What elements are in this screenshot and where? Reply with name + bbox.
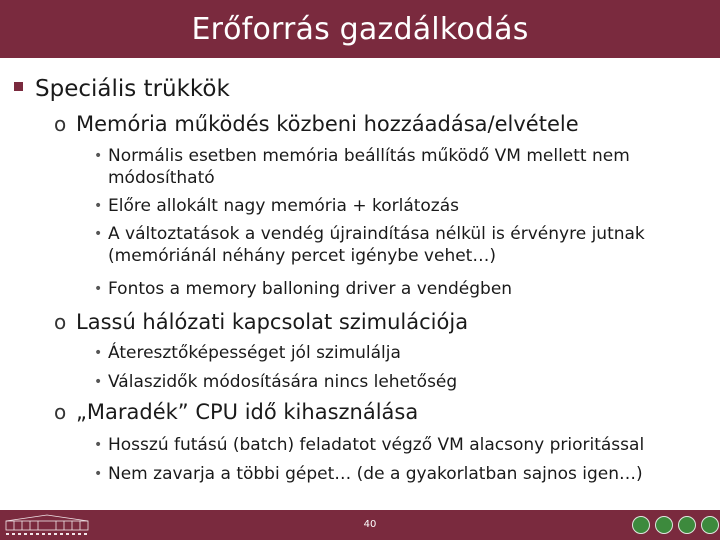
dot-bullet-icon: • [94, 198, 103, 214]
list-item [94, 342, 704, 364]
heading-text: Speciális trükkök [35, 76, 230, 102]
list-item [94, 278, 704, 300]
section-network [54, 310, 468, 334]
page-number: 40 [363, 519, 377, 530]
forward-icon[interactable] [678, 516, 696, 534]
list-item-text: Válaszidők módosítására nincs lehetőség [108, 372, 458, 392]
list-item-text: A változtatások a vendég újraindítása nélkül is érvényre jutnak (memóriánál néhány percet igénybe vehet…) [108, 224, 645, 266]
list-item-text: Nem zavarja a többi gépet… (de a gyakorlatban sajnos igen…) [108, 464, 643, 484]
square-bullet-icon [14, 82, 23, 91]
dot-bullet-icon: • [94, 281, 103, 297]
circle-bullet-icon: o [54, 112, 67, 136]
section-label: Lassú hálózati kapcsolat szimulációja [76, 310, 469, 334]
section-label: „Maradék” CPU idő kihasználása [76, 400, 419, 424]
dot-bullet-icon: • [94, 148, 103, 164]
list-item [94, 223, 704, 267]
list-item [94, 434, 704, 456]
list-item-text: Normális esetben memória beállítás működő VM mellett nem módosítható [108, 146, 630, 188]
university-logo [4, 512, 104, 538]
list-item-text: Áteresztőképességet jól szimulálja [108, 343, 401, 363]
navigation-controls [632, 514, 719, 536]
dot-bullet-icon: • [94, 345, 103, 361]
section-memory [54, 112, 579, 136]
heading [14, 76, 230, 102]
home-icon[interactable] [701, 516, 719, 534]
slide-title: Erőforrás gazdálkodás [191, 11, 529, 47]
dot-bullet-icon: • [94, 466, 103, 482]
list-item [94, 463, 704, 485]
list-item-text: Előre allokált nagy memória + korlátozás [108, 196, 460, 216]
section-cpu [54, 400, 418, 424]
list-item [94, 145, 704, 189]
section-label: Memória működés közbeni hozzáadása/elvétele [76, 112, 579, 136]
title-bar [0, 0, 720, 58]
list-item-text: Fontos a memory balloning driver a vendégben [108, 279, 513, 299]
circle-bullet-icon: o [54, 310, 67, 334]
circle-bullet-icon: o [54, 400, 67, 424]
list-item-text: Hosszú futású (batch) feladatot végző VM alacsony prioritással [108, 435, 645, 455]
tools-icon[interactable] [655, 516, 673, 534]
dot-bullet-icon: • [94, 374, 103, 390]
dot-bullet-icon: • [94, 437, 103, 453]
list-item [94, 371, 704, 393]
list-item [94, 195, 704, 217]
back-icon[interactable] [632, 516, 650, 534]
dot-bullet-icon: • [94, 226, 103, 242]
